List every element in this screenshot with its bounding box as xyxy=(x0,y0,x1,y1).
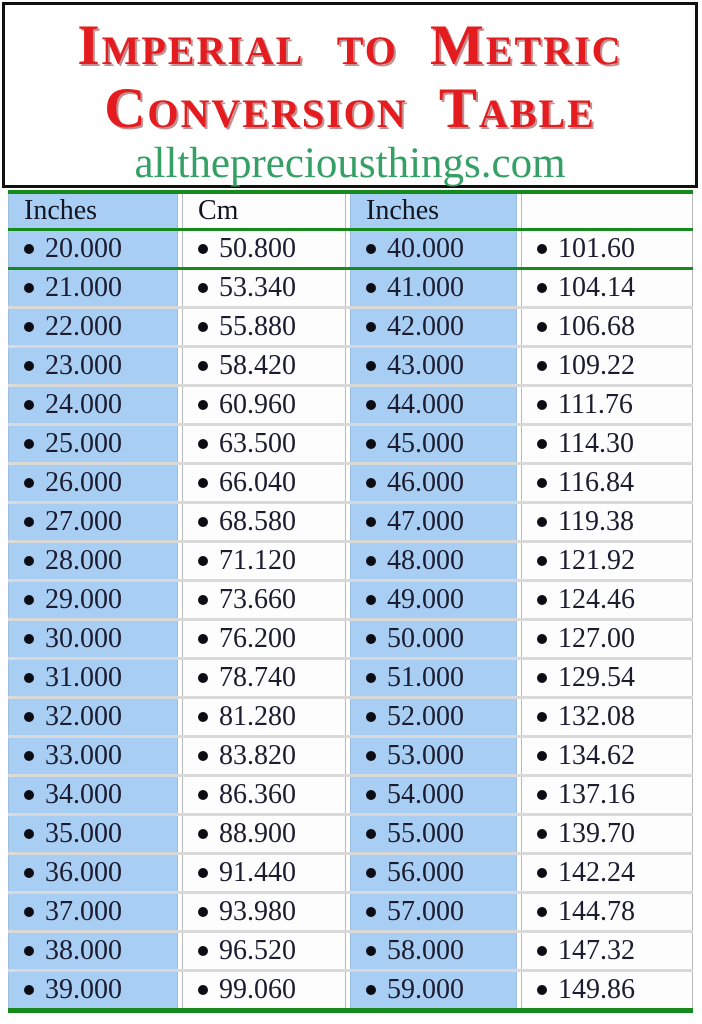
cell-value: 86.360 xyxy=(219,779,296,810)
table-cell xyxy=(182,426,346,462)
table-cell xyxy=(8,348,178,384)
cell-value: 68.580 xyxy=(219,506,296,537)
bullet-icon xyxy=(537,244,547,254)
table-cell xyxy=(350,231,517,267)
table-cell xyxy=(182,465,346,501)
bullet-icon xyxy=(537,673,547,683)
bullet-icon xyxy=(198,673,208,683)
table-cell xyxy=(521,543,693,579)
table-row xyxy=(8,231,693,267)
table-cell xyxy=(350,972,517,1008)
bullet-icon xyxy=(537,907,547,917)
bullet-icon xyxy=(198,283,208,293)
bullet-icon xyxy=(24,517,34,527)
bullet-icon xyxy=(537,985,547,995)
table-cell xyxy=(182,348,346,384)
cell-value: 53.000 xyxy=(387,740,464,771)
table-cell xyxy=(8,621,178,657)
table-cell xyxy=(350,309,517,345)
bullet-icon xyxy=(24,712,34,722)
bullet-icon xyxy=(24,478,34,488)
bullet-icon xyxy=(198,712,208,722)
table-cell xyxy=(350,621,517,657)
cell-value: 53.340 xyxy=(219,272,296,303)
bullet-icon xyxy=(366,283,376,293)
bullet-icon xyxy=(537,829,547,839)
cell-value: 41.000 xyxy=(387,272,464,303)
cell-value: 21.000 xyxy=(45,272,122,303)
cell-value: 101.60 xyxy=(558,233,635,264)
table-cell xyxy=(8,387,178,423)
cell-value: 25.000 xyxy=(45,428,122,459)
bullet-icon xyxy=(24,283,34,293)
bullet-icon xyxy=(198,946,208,956)
table-cell xyxy=(350,387,517,423)
cell-value: 78.740 xyxy=(219,662,296,693)
bullet-icon xyxy=(366,595,376,605)
table-row xyxy=(8,348,693,384)
cell-value: 109.22 xyxy=(558,350,635,381)
bullet-icon xyxy=(24,634,34,644)
table-row xyxy=(8,855,693,891)
table-cell xyxy=(521,699,693,735)
cell-value: 38.000 xyxy=(45,935,122,966)
bullet-icon xyxy=(198,790,208,800)
table-cell xyxy=(350,582,517,618)
cell-value: 50.000 xyxy=(387,623,464,654)
bullet-icon xyxy=(366,556,376,566)
cell-value: 81.280 xyxy=(219,701,296,732)
table-cell xyxy=(182,894,346,930)
cell-value: 93.980 xyxy=(219,896,296,927)
bullet-icon xyxy=(366,634,376,644)
table-cell xyxy=(182,738,346,774)
bullet-icon xyxy=(366,244,376,254)
table-cell xyxy=(350,270,517,306)
cell-value: 119.38 xyxy=(558,506,634,537)
bullet-icon xyxy=(366,712,376,722)
cell-value: 28.000 xyxy=(45,545,122,576)
table-cell xyxy=(8,933,178,969)
bullet-icon xyxy=(198,517,208,527)
bullet-icon xyxy=(24,907,34,917)
cell-value: 43.000 xyxy=(387,350,464,381)
bullet-icon xyxy=(198,829,208,839)
cell-value: 46.000 xyxy=(387,467,464,498)
table-row xyxy=(8,543,693,579)
table-cell xyxy=(8,699,178,735)
cell-value: 45.000 xyxy=(387,428,464,459)
table-cell xyxy=(350,660,517,696)
bullet-icon xyxy=(366,751,376,761)
cell-value: 88.900 xyxy=(219,818,296,849)
column-header-inches-0: Inches xyxy=(8,194,178,228)
bullet-icon xyxy=(24,244,34,254)
table-cell xyxy=(350,426,517,462)
page-title-line-1: Imperial to Metric xyxy=(77,14,623,77)
table-cell xyxy=(521,504,693,540)
cell-value: 47.000 xyxy=(387,506,464,537)
cell-value: 59.000 xyxy=(387,974,464,1005)
bullet-icon xyxy=(366,673,376,683)
cell-value: 20.000 xyxy=(45,233,122,264)
cell-value: 58.420 xyxy=(219,350,296,381)
table-cell xyxy=(350,699,517,735)
table-cell xyxy=(8,972,178,1008)
bullet-icon xyxy=(24,322,34,332)
table-cell xyxy=(521,582,693,618)
cell-value: 34.000 xyxy=(45,779,122,810)
cell-value: 27.000 xyxy=(45,506,122,537)
table-cell xyxy=(182,933,346,969)
table-cell xyxy=(182,972,346,1008)
bullet-icon xyxy=(24,790,34,800)
table-cell xyxy=(350,543,517,579)
cell-value: 63.500 xyxy=(219,428,296,459)
cell-value: 66.040 xyxy=(219,467,296,498)
table-cell xyxy=(182,543,346,579)
cell-value: 51.000 xyxy=(387,662,464,693)
table-cell xyxy=(350,894,517,930)
title-box xyxy=(2,2,698,188)
table-cell xyxy=(521,660,693,696)
column-header-cm-1: Cm xyxy=(182,194,346,228)
table-cell xyxy=(8,231,178,267)
cell-value: 83.820 xyxy=(219,740,296,771)
bullet-icon xyxy=(24,400,34,410)
column-header-empty xyxy=(521,194,693,228)
table-cell xyxy=(8,738,178,774)
table-cell xyxy=(8,543,178,579)
cell-value: 132.08 xyxy=(558,701,635,732)
table-cell xyxy=(182,660,346,696)
table-row xyxy=(8,933,693,969)
table-cell xyxy=(521,309,693,345)
bullet-icon xyxy=(198,244,208,254)
bullet-icon xyxy=(198,556,208,566)
bullet-icon xyxy=(537,946,547,956)
table-row xyxy=(8,777,693,813)
cell-value: 29.000 xyxy=(45,584,122,615)
bullet-icon xyxy=(537,400,547,410)
page-title-line-2: Conversion Table xyxy=(104,77,596,140)
cell-value: 99.060 xyxy=(219,974,296,1005)
table-cell xyxy=(182,504,346,540)
bullet-icon xyxy=(198,907,208,917)
cell-value: 114.30 xyxy=(558,428,634,459)
cell-value: 124.46 xyxy=(558,584,635,615)
website-url: allthepreciousthings.com xyxy=(134,140,566,187)
table-cell xyxy=(8,504,178,540)
table-cell xyxy=(8,816,178,852)
table-cell xyxy=(521,816,693,852)
cell-value: 37.000 xyxy=(45,896,122,927)
table-cell xyxy=(521,972,693,1008)
table-cell xyxy=(182,777,346,813)
bullet-icon xyxy=(24,985,34,995)
bullet-icon xyxy=(366,439,376,449)
table-cell xyxy=(8,465,178,501)
cell-value: 134.62 xyxy=(558,740,635,771)
cell-value: 91.440 xyxy=(219,857,296,888)
table-cell xyxy=(8,777,178,813)
cell-value: 149.86 xyxy=(558,974,635,1005)
bullet-icon xyxy=(198,868,208,878)
bullet-icon xyxy=(366,790,376,800)
table-cell xyxy=(521,231,693,267)
table-cell xyxy=(521,426,693,462)
cell-value: 55.000 xyxy=(387,818,464,849)
cell-value: 36.000 xyxy=(45,857,122,888)
table-cell xyxy=(521,933,693,969)
cell-value: 55.880 xyxy=(219,311,296,342)
table-row xyxy=(8,738,693,774)
bullet-icon xyxy=(537,712,547,722)
bullet-icon xyxy=(537,595,547,605)
table-cell xyxy=(350,465,517,501)
table-cell xyxy=(8,894,178,930)
table-cell xyxy=(350,738,517,774)
bullet-icon xyxy=(24,946,34,956)
cell-value: 96.520 xyxy=(219,935,296,966)
table-cell xyxy=(182,387,346,423)
bullet-icon xyxy=(198,361,208,371)
table-row xyxy=(8,270,693,306)
bullet-icon xyxy=(537,556,547,566)
bullet-icon xyxy=(537,868,547,878)
table-bottom-border xyxy=(8,1008,693,1013)
cell-value: 121.92 xyxy=(558,545,635,576)
table-cell xyxy=(521,387,693,423)
cell-value: 142.24 xyxy=(558,857,635,888)
cell-value: 49.000 xyxy=(387,584,464,615)
cell-value: 50.800 xyxy=(219,233,296,264)
bullet-icon xyxy=(198,985,208,995)
table-cell xyxy=(521,777,693,813)
table-row xyxy=(8,465,693,501)
bullet-icon xyxy=(537,283,547,293)
table-cell xyxy=(521,348,693,384)
table-cell xyxy=(521,621,693,657)
bullet-icon xyxy=(198,634,208,644)
bullet-icon xyxy=(366,829,376,839)
bullet-icon xyxy=(366,322,376,332)
cell-value: 111.76 xyxy=(558,389,633,420)
table-cell xyxy=(182,699,346,735)
cell-value: 116.84 xyxy=(558,467,634,498)
cell-value: 44.000 xyxy=(387,389,464,420)
table-cell xyxy=(8,270,178,306)
table-cell xyxy=(521,465,693,501)
cell-value: 33.000 xyxy=(45,740,122,771)
table-cell xyxy=(182,816,346,852)
cell-value: 52.000 xyxy=(387,701,464,732)
cell-value: 144.78 xyxy=(558,896,635,927)
cell-value: 147.32 xyxy=(558,935,635,966)
bullet-icon xyxy=(198,751,208,761)
table-cell xyxy=(350,816,517,852)
table-row xyxy=(8,426,693,462)
bullet-icon xyxy=(198,595,208,605)
cell-value: 76.200 xyxy=(219,623,296,654)
table-cell xyxy=(182,582,346,618)
cell-value: 139.70 xyxy=(558,818,635,849)
table-row xyxy=(8,387,693,423)
bullet-icon xyxy=(366,361,376,371)
bullet-icon xyxy=(24,868,34,878)
table-cell xyxy=(350,348,517,384)
table-body xyxy=(8,228,693,1008)
bullet-icon xyxy=(366,907,376,917)
cell-value: 35.000 xyxy=(45,818,122,849)
table-row xyxy=(8,504,693,540)
conversion-table xyxy=(8,190,693,1013)
table-row xyxy=(8,582,693,618)
bullet-icon xyxy=(537,322,547,332)
bullet-icon xyxy=(24,751,34,761)
bullet-icon xyxy=(366,400,376,410)
table-cell xyxy=(8,426,178,462)
bullet-icon xyxy=(198,400,208,410)
bullet-icon xyxy=(24,595,34,605)
cell-value: 22.000 xyxy=(45,311,122,342)
table-cell xyxy=(521,738,693,774)
table-cell xyxy=(350,504,517,540)
table-cell xyxy=(521,894,693,930)
bullet-icon xyxy=(366,985,376,995)
cell-value: 71.120 xyxy=(219,545,296,576)
cell-value: 39.000 xyxy=(45,974,122,1005)
bullet-icon xyxy=(537,634,547,644)
bullet-icon xyxy=(537,751,547,761)
bullet-icon xyxy=(24,673,34,683)
table-cell xyxy=(350,855,517,891)
cell-value: 32.000 xyxy=(45,701,122,732)
column-header-inches-2: Inches xyxy=(350,194,517,228)
table-row xyxy=(8,699,693,735)
table-row xyxy=(8,309,693,345)
table-cell xyxy=(350,777,517,813)
table-row xyxy=(8,972,693,1008)
bullet-icon xyxy=(537,517,547,527)
bullet-icon xyxy=(24,439,34,449)
cell-value: 137.16 xyxy=(558,779,635,810)
bullet-icon xyxy=(537,361,547,371)
bullet-icon xyxy=(537,790,547,800)
cell-value: 106.68 xyxy=(558,311,635,342)
table-cell xyxy=(182,621,346,657)
table-cell xyxy=(182,309,346,345)
cell-value: 57.000 xyxy=(387,896,464,927)
table-cell xyxy=(8,309,178,345)
bullet-icon xyxy=(537,439,547,449)
table-cell xyxy=(521,855,693,891)
bullet-icon xyxy=(366,946,376,956)
cell-value: 56.000 xyxy=(387,857,464,888)
table-cell xyxy=(8,660,178,696)
cell-value: 127.00 xyxy=(558,623,635,654)
cell-value: 26.000 xyxy=(45,467,122,498)
table-row xyxy=(8,894,693,930)
cell-value: 73.660 xyxy=(219,584,296,615)
bullet-icon xyxy=(366,868,376,878)
cell-value: 40.000 xyxy=(387,233,464,264)
cell-value: 42.000 xyxy=(387,311,464,342)
cell-value: 129.54 xyxy=(558,662,635,693)
cell-value: 104.14 xyxy=(558,272,635,303)
table-cell xyxy=(182,231,346,267)
table-cell xyxy=(182,270,346,306)
bullet-icon xyxy=(198,478,208,488)
bullet-icon xyxy=(24,556,34,566)
cell-value: 31.000 xyxy=(45,662,122,693)
cell-value: 24.000 xyxy=(45,389,122,420)
table-cell xyxy=(182,855,346,891)
table-row xyxy=(8,621,693,657)
bullet-icon xyxy=(198,322,208,332)
bullet-icon xyxy=(24,361,34,371)
table-row xyxy=(8,660,693,696)
bullet-icon xyxy=(24,829,34,839)
table-cell xyxy=(521,270,693,306)
bullet-icon xyxy=(366,478,376,488)
bullet-icon xyxy=(537,478,547,488)
bullet-icon xyxy=(366,517,376,527)
cell-value: 48.000 xyxy=(387,545,464,576)
table-cell xyxy=(8,582,178,618)
cell-value: 23.000 xyxy=(45,350,122,381)
table-cell xyxy=(350,933,517,969)
cell-value: 54.000 xyxy=(387,779,464,810)
cell-value: 30.000 xyxy=(45,623,122,654)
bullet-icon xyxy=(198,439,208,449)
table-row xyxy=(8,816,693,852)
cell-value: 58.000 xyxy=(387,935,464,966)
table-header-row xyxy=(8,194,693,228)
cell-value: 60.960 xyxy=(219,389,296,420)
table-cell xyxy=(8,855,178,891)
